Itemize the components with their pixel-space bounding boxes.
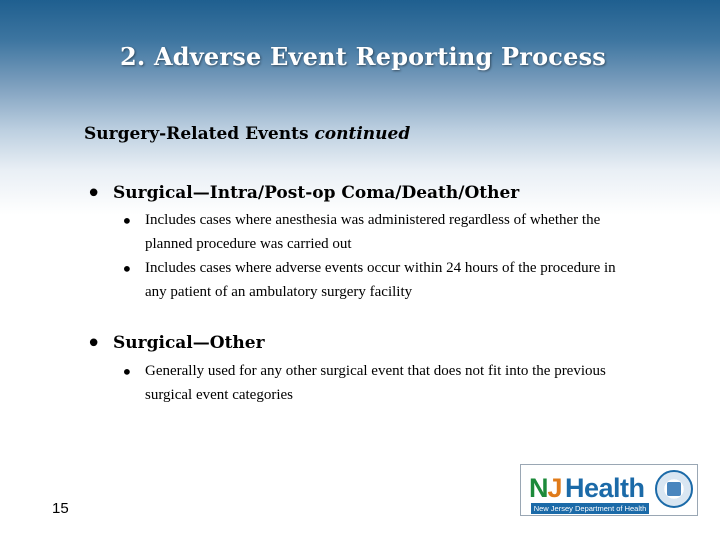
nj-state-seal-icon	[655, 470, 693, 508]
logo-nj-mark: NJ	[529, 473, 562, 503]
sub-bullet-icon: •	[121, 209, 133, 233]
sub-bullet-anesthesia: Includes cases where anesthesia was administered regardless of whether the planned procedure was carried out	[145, 212, 601, 252]
logo-wordmark: Health	[565, 473, 645, 503]
logo-department-label: New Jersey Department of Health	[531, 503, 649, 514]
sub-bullet-generally-used: Generally used for any other surgical event that does not fit into the previous surgical event categories	[145, 363, 606, 403]
page-number: 15	[52, 500, 69, 517]
bullet-icon: •	[86, 329, 102, 359]
sub-bullet-icon: •	[121, 360, 133, 384]
subhead-main: Surgery-Related Events	[84, 124, 309, 144]
sub-bullet-ambulatory: Includes cases where adverse events occur within 24 hours of the procedure in any patient of an ambulatory surgery facility	[145, 260, 616, 300]
bullet-heading-other: Surgical—Other	[113, 333, 265, 353]
section-subhead	[84, 124, 410, 144]
nj-health-logo	[520, 464, 698, 516]
bullet-heading-intra-post-op: Surgical—Intra/Post-op Coma/Death/Other	[113, 183, 520, 203]
sub-bullet-icon: •	[121, 257, 133, 281]
subhead-continued: continued	[314, 124, 411, 144]
slide-title: 2. Adverse Event Reporting Process	[119, 42, 607, 71]
bullet-icon: •	[86, 179, 102, 209]
